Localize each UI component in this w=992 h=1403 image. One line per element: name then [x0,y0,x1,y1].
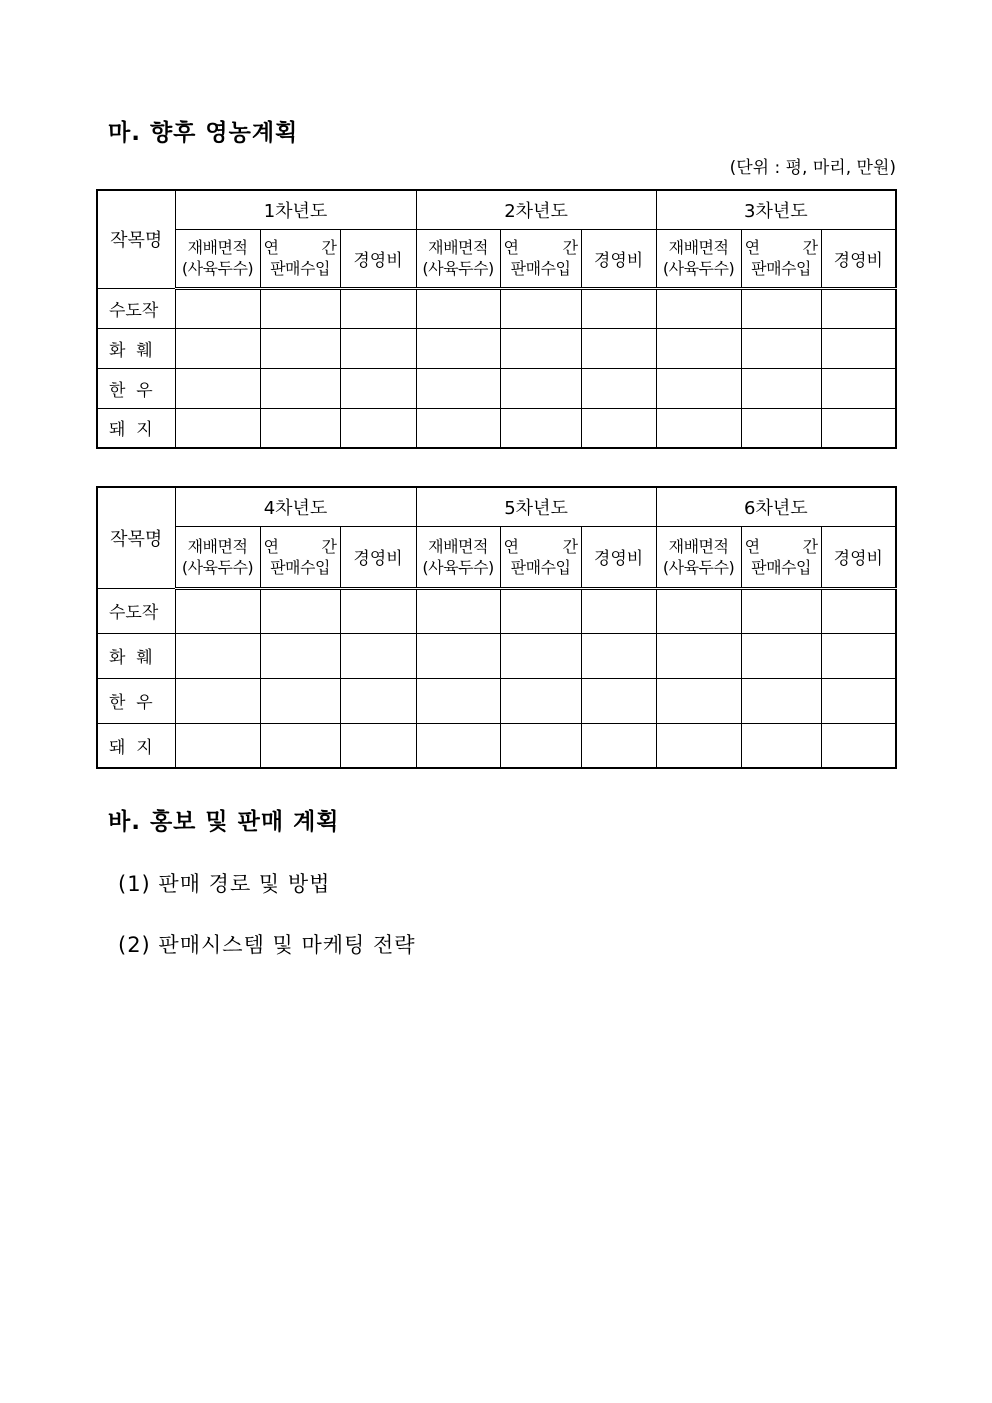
crop-name-cell: 수도작 [97,288,175,328]
data-cell[interactable] [656,633,741,678]
data-cell[interactable] [175,408,260,448]
income-header [500,526,581,588]
area-header [416,526,500,588]
data-cell[interactable] [500,588,581,633]
income-header-line1b: 간 [562,238,578,257]
crop-name-cell: 수도작 [97,588,175,633]
crop-name-cell: 한 우 [97,368,175,408]
data-cell[interactable] [500,288,581,328]
data-cell[interactable] [581,678,656,723]
farming-plan-table-years-4-6 [96,486,897,769]
table-row [97,368,896,408]
data-cell[interactable] [500,408,581,448]
table-row [97,678,896,723]
data-cell[interactable] [416,328,500,368]
data-cell[interactable] [581,633,656,678]
crop-name-cell: 화 훼 [97,328,175,368]
income-header-line1a: 연 [263,238,279,257]
income-header [741,526,821,588]
data-cell[interactable] [340,408,416,448]
area-header-line1: 재배면적 [187,238,248,257]
data-cell[interactable] [340,678,416,723]
unit-note: (단위 : 평, 마리, 만원) [729,158,896,178]
data-cell[interactable] [656,368,741,408]
data-cell[interactable] [821,328,896,368]
data-cell[interactable] [175,328,260,368]
area-header [656,526,741,588]
area-header [175,526,260,588]
data-cell[interactable] [741,723,821,768]
cost-header: 경영비 [340,526,416,588]
data-cell[interactable] [175,288,260,328]
data-cell[interactable] [741,368,821,408]
income-header-line2: 판매수입 [751,557,811,577]
data-cell[interactable] [821,288,896,328]
data-cell[interactable] [821,633,896,678]
data-cell[interactable] [175,678,260,723]
income-header [500,229,581,288]
data-cell[interactable] [821,408,896,448]
data-cell[interactable] [260,408,340,448]
crop-name-cell: 한 우 [97,678,175,723]
data-cell[interactable] [175,723,260,768]
data-cell[interactable] [821,588,896,633]
data-cell[interactable] [500,328,581,368]
cost-header: 경영비 [340,229,416,288]
data-cell[interactable] [260,678,340,723]
cost-header: 경영비 [581,526,656,588]
data-cell[interactable] [741,633,821,678]
income-header-line1a: 연 [744,536,760,556]
data-cell[interactable] [416,288,500,328]
data-cell[interactable] [581,368,656,408]
data-cell[interactable] [821,678,896,723]
data-cell[interactable] [500,678,581,723]
area-header-line2: (사육두수) [422,259,494,278]
income-header-line1a: 연 [503,536,519,556]
income-header [741,229,821,288]
income-header [260,229,340,288]
area-header-line2: (사육두수) [422,557,494,577]
data-cell[interactable] [656,723,741,768]
data-cell[interactable] [416,678,500,723]
data-cell[interactable] [416,588,500,633]
data-cell[interactable] [260,328,340,368]
area-header [656,229,741,288]
table-body [97,487,896,768]
data-cell[interactable] [340,368,416,408]
crop-name-header: 작목명 [97,487,175,588]
data-cell[interactable] [500,633,581,678]
data-cell[interactable] [656,678,741,723]
income-header-line2: 판매수입 [510,259,571,278]
area-header-line2: (사육두수) [181,259,254,278]
year-header: 1차년도 [175,190,416,229]
area-header-line1: 재배면적 [668,238,729,257]
data-cell[interactable] [581,408,656,448]
income-header-line2: 판매수입 [270,259,330,278]
data-cell[interactable] [500,723,581,768]
data-cell[interactable] [656,408,741,448]
cost-header: 경영비 [821,229,896,288]
data-cell[interactable] [741,288,821,328]
income-header-line1b: 간 [321,238,337,257]
crop-name-cell: 돼 지 [97,408,175,448]
data-cell[interactable] [656,328,741,368]
table-row [97,328,896,368]
year-header: 4차년도 [175,487,416,526]
area-header-line1: 재배면적 [668,536,729,556]
subitem-sales-system-marketing: (2) 판매시스템 및 마케팅 전략 [118,933,416,957]
year-header: 6차년도 [656,487,896,526]
data-cell[interactable] [741,588,821,633]
data-cell[interactable] [416,408,500,448]
area-header-line2: (사육두수) [181,557,254,577]
subitem-sales-channel: (1) 판매 경로 및 방법 [118,872,331,896]
data-cell[interactable] [656,588,741,633]
data-cell[interactable] [741,678,821,723]
data-cell[interactable] [416,368,500,408]
data-cell[interactable] [416,633,500,678]
cost-header: 경영비 [581,229,656,288]
data-cell[interactable] [741,328,821,368]
data-cell[interactable] [175,588,260,633]
income-header-line1a: 연 [503,238,519,257]
income-header-line2: 판매수입 [751,259,811,278]
area-header-line1: 재배면적 [428,238,488,257]
data-cell[interactable] [340,328,416,368]
table-body [97,190,896,448]
crop-name-header: 작목명 [97,190,175,288]
year-header: 3차년도 [656,190,896,229]
data-cell[interactable] [340,633,416,678]
income-header-line1b: 간 [321,536,337,556]
year-header: 5차년도 [416,487,656,526]
data-cell[interactable] [340,723,416,768]
data-cell[interactable] [416,723,500,768]
data-cell[interactable] [581,328,656,368]
data-cell[interactable] [260,723,340,768]
cost-header: 경영비 [821,526,896,588]
data-cell[interactable] [260,588,340,633]
data-cell[interactable] [340,288,416,328]
table-row [97,633,896,678]
income-header-line1a: 연 [744,238,760,257]
income-header-line2: 판매수입 [270,557,330,577]
area-header-line1: 재배면적 [428,536,488,556]
income-header-line1b: 간 [802,536,818,556]
farming-plan-table-years-1-3 [96,189,897,449]
data-cell[interactable] [656,288,741,328]
area-header [416,229,500,288]
table-row [97,408,896,448]
crop-name-cell: 돼 지 [97,723,175,768]
income-header-line1b: 간 [562,536,578,556]
data-cell[interactable] [741,408,821,448]
data-cell[interactable] [175,633,260,678]
income-header-line2: 판매수입 [510,557,571,577]
area-header-line2: (사육두수) [662,557,735,577]
data-cell[interactable] [260,288,340,328]
data-cell[interactable] [260,633,340,678]
data-cell[interactable] [175,368,260,408]
data-cell[interactable] [581,288,656,328]
data-cell[interactable] [340,588,416,633]
area-header-line1: 재배면적 [187,536,248,556]
area-header [175,229,260,288]
area-header-line2: (사육두수) [662,259,735,278]
table-row [97,288,896,328]
data-cell[interactable] [581,723,656,768]
table-row [97,723,896,768]
year-header: 2차년도 [416,190,656,229]
data-cell[interactable] [581,588,656,633]
income-header-line1a: 연 [263,536,279,556]
table-row [97,588,896,633]
data-cell[interactable] [821,723,896,768]
data-cell[interactable] [260,368,340,408]
data-cell[interactable] [500,368,581,408]
income-header-line1b: 간 [802,238,818,257]
data-cell[interactable] [821,368,896,408]
income-header [260,526,340,588]
section-title-promotion-sales-plan: 바. 홍보 및 판매 계획 [108,809,340,835]
crop-name-cell: 화 훼 [97,633,175,678]
section-title-farming-plan: 마. 향후 영농계획 [108,120,299,146]
